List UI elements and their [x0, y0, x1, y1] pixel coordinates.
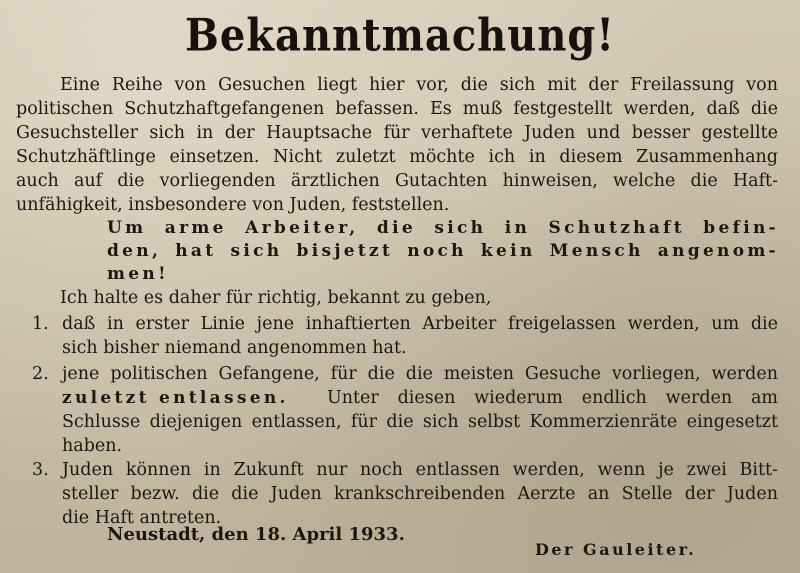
intro-line: auch auf die vorliegenden ärztlichen Gutachten hinweisen, welche die Haft- — [16, 171, 778, 191]
point-line: sich bisher niemand angenommen hat. — [62, 338, 407, 358]
point-line: jene politischen Gefangene, für die die meisten Gesuche vorliegen, werden — [62, 364, 778, 384]
point-number: 1. — [32, 314, 49, 334]
intro-line: Gesuchsteller sich in der Hauptsache für verhaftete Juden und besser gestellte — [16, 123, 778, 143]
intro-line: Eine Reihe von Gesuchen liegt hier vor, die sich mit der Freilassung von — [60, 75, 778, 95]
point-line: die Haft antreten. — [62, 508, 222, 528]
point-line: Schlusse diejenigen entlassen, für die sich selbst Kommerzienräte eingesetzt — [62, 412, 778, 432]
emphasis-line: Um arme Arbeiter, die sich in Schutzhaft befin- — [107, 218, 779, 238]
point-line: haben. — [62, 436, 123, 456]
point-number: 2. — [32, 364, 49, 384]
intro-line: Schutzhäftlinge einsetzen. Nicht zuletzt möchte ich in diesem Zusammenhang — [16, 147, 778, 167]
intro-line: politischen Schutzhaftgefangenen befassen. Es muß festgestellt werden, daß die — [16, 99, 778, 119]
place-and-date: Neustadt, den 18. April 1933. — [107, 524, 405, 545]
signature: Der Gauleiter. — [535, 540, 697, 559]
emphasis-line: men! — [107, 264, 169, 284]
point-line: daß in erster Linie jene inhaftierten Arbeiter freigelassen werden, um die — [62, 314, 778, 334]
intro-line: unfähigkeit, insbesondere von Juden, feststellen. — [16, 195, 450, 215]
notice-headline: Bekanntmachung! — [185, 9, 615, 62]
point-number: 3. — [32, 460, 49, 480]
point-line: Juden können in Zukunft nur noch entlassen werden, wenn je zwei Bitt- — [62, 460, 778, 480]
lead-in-text: Ich halte es daher für richtig, bekannt zu geben, — [60, 288, 492, 308]
emphasis-line: den, hat sich bisjetzt noch kein Mensch angenom- — [107, 241, 779, 261]
point-line-spaced: zuletzt entlassen. — [62, 388, 289, 408]
point-line: Unter diesen wiederum endlich werden am — [327, 388, 778, 408]
point-line: steller bezw. die die Juden krankschreibenden Aerzte an Stelle der Juden — [62, 484, 778, 504]
